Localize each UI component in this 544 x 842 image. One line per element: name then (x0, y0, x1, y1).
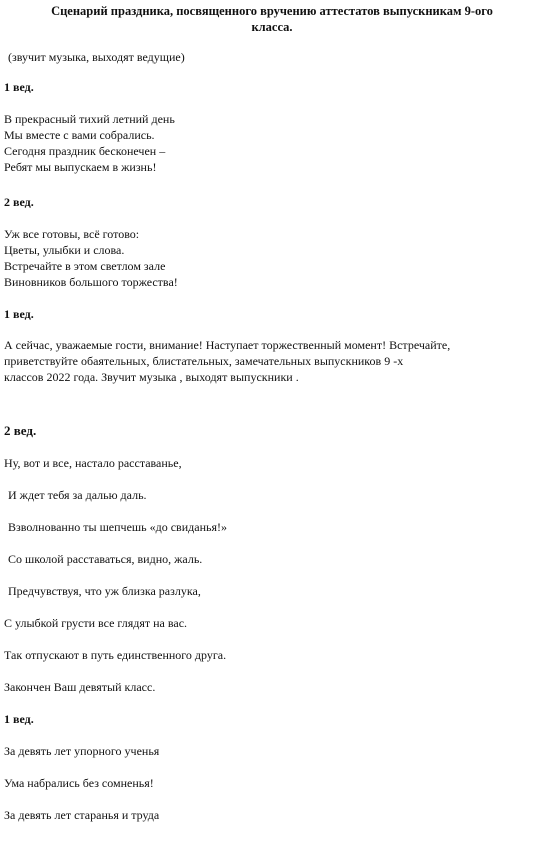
prose-line: классов 2022 года. Звучит музыка , выходят выпускники . (4, 370, 299, 384)
verse-line: Цветы, улыбки и слова. (4, 243, 125, 257)
speaker-label: 1 вед. (4, 80, 34, 94)
prose-line: А сейчас, уважаемые гости, внимание! Наступает торжественный момент! Встречайте, (4, 338, 451, 352)
verse-line: За девять лет упорного ученья (4, 744, 160, 758)
verse-line: Ну, вот и все, настало расставанье, (4, 456, 182, 470)
verse-line: Предчувствуя, что уж близка разлука, (8, 584, 201, 598)
verse-line: Уж все готовы, всё готово: (4, 227, 140, 241)
speaker-label: 1 вед. (4, 307, 34, 321)
speaker-label: 2 вед. (4, 423, 37, 438)
verse-line: Со школой расставаться, видно, жаль. (8, 552, 203, 566)
verse-line: За девять лет старанья и труда (4, 808, 160, 822)
verse-line: Виновников большого торжества! (4, 275, 178, 289)
document-title-line-1: Сценарий праздника, посвященного вручению аттестатов выпускникам 9-ого (51, 4, 493, 18)
verse-line: И ждет тебя за далью даль. (8, 488, 147, 502)
verse-line: Сегодня праздник бесконечен – (4, 144, 166, 158)
verse-line: С улыбкой грусти все глядят на вас. (4, 616, 188, 630)
document-title-line-2: класса. (251, 20, 293, 34)
verse-line: Закончен Ваш девятый класс. (4, 680, 156, 694)
speaker-label: 1 вед. (4, 712, 34, 726)
verse-line: Встречайте в этом светлом зале (4, 259, 166, 273)
verse-line: Так отпускают в путь единственного друга. (4, 648, 227, 662)
verse-line: Мы вместе с вами собрались. (4, 128, 155, 142)
prose-line: приветствуйте обаятельных, блистательных, замечательных выпускников 9 -х (4, 354, 404, 368)
verse-line: Взволнованно ты шепчешь «до свиданья!» (8, 520, 227, 534)
stage-direction-intro: (звучит музыка, выходят ведущие) (8, 50, 185, 64)
speaker-label: 2 вед. (4, 195, 34, 209)
verse-line: В прекрасный тихий летний день (4, 112, 175, 126)
verse-line: Ребят мы выпускаем в жизнь! (4, 160, 157, 174)
verse-line: Ума набрались без сомненья! (4, 776, 154, 790)
